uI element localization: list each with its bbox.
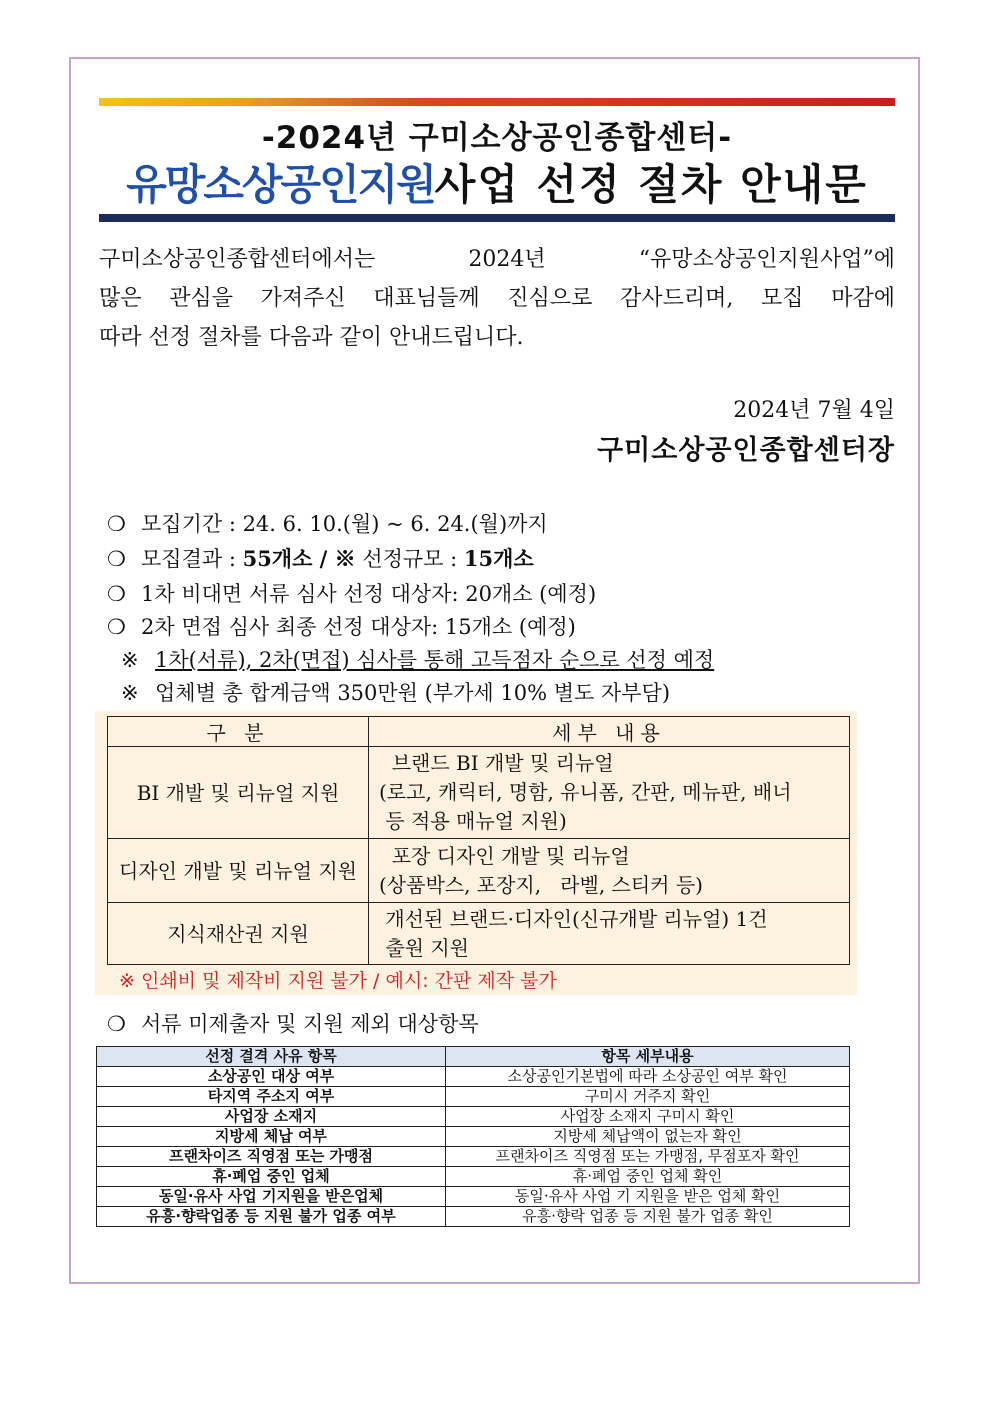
detail-line: 포장 디자인 개발 및 리뉴얼 xyxy=(379,843,630,868)
table-row xyxy=(97,1087,850,1107)
result-scale: 15개소 xyxy=(463,546,534,571)
support-note: ※ 인쇄비 및 제작비 지원 불가 / 예시: 간판 제작 불가 xyxy=(119,970,557,992)
exclusion-detail: 휴·폐업 중인 업체 확인 xyxy=(446,1167,850,1187)
intro-paragraph xyxy=(99,240,895,357)
intro-line: 구미소상공인종합센터에서는 2024년 “유망소상공인지원사업”에 xyxy=(99,247,895,272)
detail-line: 출원 지원 xyxy=(379,935,469,960)
bullet-text: 모집결과 : xyxy=(141,547,243,571)
exclusion-table xyxy=(96,1046,850,1227)
reference-mark-icon: ※ xyxy=(121,648,139,672)
bullet-text: 2차 면접 심사 최종 선정 대상자: 15개소 (예정) xyxy=(141,615,576,639)
exclusion-item: 소상공인 대상 여부 xyxy=(97,1067,446,1087)
table-header-cell: 선정 결격 사유 항목 xyxy=(97,1047,446,1067)
title-line-1: -2024년 구미소상공인종합센터- xyxy=(261,120,733,156)
bullet-second-round xyxy=(107,611,576,641)
table-header-row xyxy=(97,1047,850,1067)
support-category: 디자인 개발 및 리뉴얼 지원 xyxy=(108,839,369,903)
circle-icon: ❍ xyxy=(107,615,126,639)
exclusion-item: 지방세 체납 여부 xyxy=(97,1127,446,1147)
header-top-bar xyxy=(99,98,895,106)
exclusion-detail: 프랜차이즈 직영점 또는 가맹점, 무점포자 확인 xyxy=(446,1147,850,1167)
table-row xyxy=(108,903,850,965)
exclusion-item: 프랜차이즈 직영점 또는 가맹점 xyxy=(97,1147,446,1167)
table-header-cell: 항목 세부내용 xyxy=(446,1047,850,1067)
exclusion-detail: 사업장 소재지 구미시 확인 xyxy=(446,1107,850,1127)
table-row xyxy=(97,1147,850,1167)
bullet-text: 1차 비대면 서류 심사 선정 대상자: 20개소 (예정) xyxy=(141,582,597,606)
table-row xyxy=(97,1067,850,1087)
table-row xyxy=(97,1107,850,1127)
table-row xyxy=(108,839,850,903)
exclusion-item: 휴·폐업 중인 업체 xyxy=(97,1167,446,1187)
exclusion-item: 동일·유사 사업 기지원을 받은업체 xyxy=(97,1187,446,1207)
detail-line: 등 적용 매뉴얼 지원) xyxy=(379,809,567,833)
note-amount xyxy=(121,677,670,707)
support-detail xyxy=(369,747,850,839)
signature: 구미소상공인종합센터장 xyxy=(597,435,895,466)
title-line-2 xyxy=(99,152,895,212)
detail-line: (상품박스, 포장지, 라벨, 스티커 등) xyxy=(379,872,703,897)
support-category: 지식재산권 지원 xyxy=(108,903,369,965)
bullet-text: 모집기간 : 24. 6. 10.(월) ~ 6. 24.(월)까지 xyxy=(141,512,548,536)
exclusion-item: 유흥·향락업종 등 지원 불가 업종 여부 xyxy=(97,1207,446,1227)
exclusion-item: 타지역 주소지 여부 xyxy=(97,1087,446,1107)
exclusion-detail: 구미시 거주지 확인 xyxy=(446,1087,850,1107)
title-rest: 사업 선정 절차 안내문 xyxy=(434,160,868,209)
support-detail xyxy=(369,903,850,965)
exclusion-detail: 지방세 체납액이 없는자 확인 xyxy=(446,1127,850,1147)
intro-line: 많은 관심을 가져주신 대표님들께 진심으로 감사드리며, 모집 마감에 xyxy=(99,286,895,311)
table-row xyxy=(97,1167,850,1187)
table-row xyxy=(97,1187,850,1207)
support-detail xyxy=(369,839,850,903)
circle-icon: ❍ xyxy=(107,1012,126,1036)
exclusion-detail: 동일·유사 사업 기 지원을 받은 업체 확인 xyxy=(446,1187,850,1207)
exclusion-heading xyxy=(107,1008,479,1038)
bullet-first-round xyxy=(107,578,596,608)
table-row xyxy=(108,747,850,839)
header-bottom-bar xyxy=(99,214,895,222)
heading-text: 서류 미제출자 및 지원 제외 대상항목 xyxy=(141,1012,479,1036)
note-selection xyxy=(121,644,714,674)
circle-icon: ❍ xyxy=(107,512,126,536)
reference-mark-icon: ※ xyxy=(121,681,139,705)
bullet-text: 선정규모 : xyxy=(355,547,464,571)
detail-line: 브랜드 BI 개발 및 리뉴얼 xyxy=(379,751,614,775)
support-table xyxy=(107,716,850,965)
result-count: 55개소 / ※ xyxy=(242,546,356,571)
bullet-result xyxy=(107,543,534,573)
support-category: BI 개발 및 리뉴얼 지원 xyxy=(108,747,369,839)
note-text: 1차(서류), 2차(면접) 심사를 통해 고득점자 순으로 선정 예정 xyxy=(155,648,715,672)
table-row xyxy=(97,1207,850,1227)
note-text: 업체별 총 합계금액 350만원 (부가세 10% 별도 자부담) xyxy=(155,681,671,705)
circle-icon: ❍ xyxy=(107,582,126,606)
title-highlight: 유망소상공인지원 xyxy=(126,160,435,209)
table-row xyxy=(97,1127,850,1147)
exclusion-detail: 유흥·향락 업종 등 지원 불가 업종 확인 xyxy=(446,1207,850,1227)
circle-icon: ❍ xyxy=(107,547,126,571)
detail-line: (로고, 캐릭터, 명함, 유니폼, 간판, 메뉴판, 배너 xyxy=(379,780,792,804)
bullet-period xyxy=(107,508,548,538)
exclusion-detail: 소상공인기본법에 따라 소상공인 여부 확인 xyxy=(446,1067,850,1087)
table-header-cell: 세부 내용 xyxy=(369,717,850,747)
table-header-row xyxy=(108,717,850,747)
detail-line: 개선된 브랜드·디자인(신규개발 리뉴얼) 1건 xyxy=(379,906,768,931)
document-date: 2024년 7월 4일 xyxy=(733,398,895,423)
table-header-cell: 구 분 xyxy=(108,717,369,747)
intro-line: 따라 선정 절차를 다음과 같이 안내드립니다. xyxy=(99,325,524,350)
exclusion-item: 사업장 소재지 xyxy=(97,1107,446,1127)
